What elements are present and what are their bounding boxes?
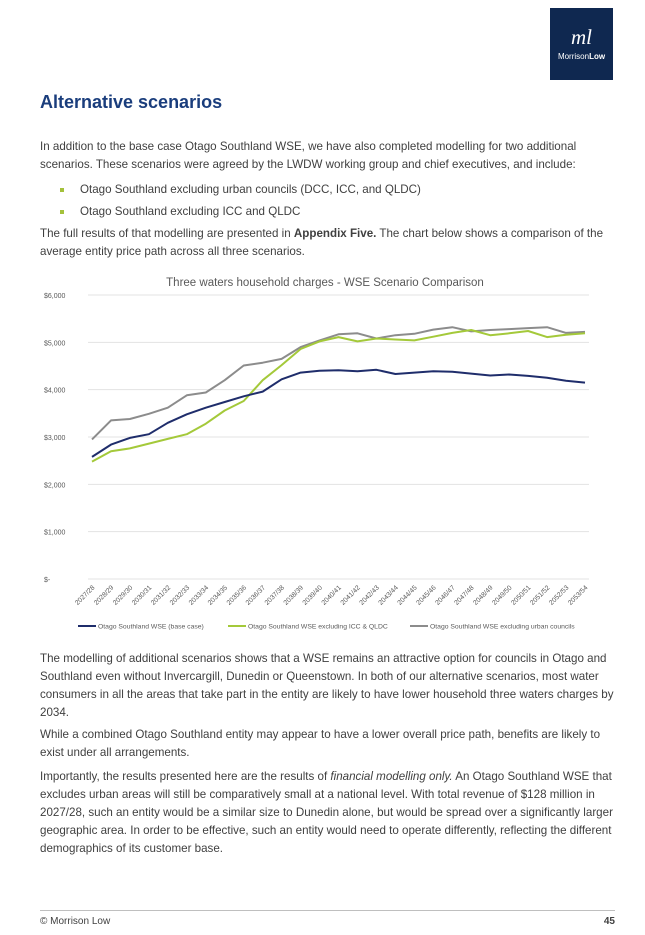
x-tick-label: 2041/42 — [339, 584, 362, 607]
x-tick-label: 2045/46 — [415, 584, 438, 607]
x-tick-label: 2029/30 — [112, 584, 135, 607]
chart-title: Three waters household charges - WSE Scenario Comparison — [166, 277, 484, 289]
x-tick-label: 2037/38 — [263, 584, 287, 607]
logo-word-2: Low — [589, 52, 606, 61]
x-tick-label: 2039/40 — [301, 584, 324, 607]
x-tick-label: 2043/44 — [377, 584, 400, 607]
x-tick-label: 2050/51 — [510, 584, 533, 607]
logo-mark: ml — [571, 25, 592, 49]
x-tick-label: 2049/50 — [491, 584, 514, 607]
section-heading: Alternative scenarios — [40, 92, 223, 112]
x-tick-label: 2038/39 — [282, 584, 305, 607]
x-tick-label: 2047/48 — [453, 584, 476, 607]
x-tick-label: 2032/33 — [168, 584, 192, 607]
scenario-list — [58, 181, 421, 225]
x-tick-label: 2052/53 — [548, 584, 571, 607]
y-tick-label: $1,000 — [44, 529, 66, 537]
x-tick-label: 2048/49 — [472, 584, 495, 607]
x-tick-label: 2035/36 — [225, 584, 249, 607]
x-tick-label: 2053/54 — [567, 584, 590, 607]
y-tick-label: $4,000 — [44, 387, 66, 395]
series-line — [92, 370, 585, 457]
intro-paragraph: In addition to the base case Otago Southland WSE, we have also completed modelling for two additional scenarios. These scenarios were agreed by the LWDW working group and chief executives, and include: — [40, 140, 577, 171]
footer-copyright: © Morrison Low — [40, 916, 111, 927]
footer-divider — [40, 910, 615, 911]
paragraph-importantly — [40, 768, 615, 858]
paragraph-benefits: While a combined Otago Southland entity may appear to have a lower overall price path, benefits are likely to exist under all arrangements. — [40, 728, 601, 759]
x-tick-label: 2044/45 — [396, 584, 419, 607]
y-tick-label: $6,000 — [44, 293, 66, 300]
legend-entry: Otago Southland WSE (base case) — [98, 623, 204, 631]
morrison-low-logo — [550, 8, 613, 80]
y-tick-label: $3,000 — [44, 435, 66, 442]
y-tick-label: $5,000 — [44, 340, 66, 348]
x-tick-label: 2040/41 — [320, 584, 343, 607]
list-item: Otago Southland excluding ICC and QLDC — [58, 203, 421, 225]
logo-word-1: Morrison — [557, 52, 590, 61]
results-paragraph — [40, 225, 615, 261]
para3-before: Importantly, the results presented here are the results of — [40, 770, 331, 783]
legend-entry: Otago Southland WSE excluding urban councils — [430, 623, 575, 631]
logo-wordmark — [550, 52, 613, 61]
y-tick-label: $2,000 — [44, 482, 66, 490]
results-text-before: The full results of that modelling are presented in — [40, 227, 294, 240]
legend-entry: Otago Southland WSE excluding ICC & QLDC — [248, 623, 388, 631]
page-number: 45 — [603, 916, 615, 927]
x-tick-label: 2033/34 — [187, 584, 211, 607]
x-tick-label: 2030/31 — [130, 584, 154, 607]
appendix-link-text: Appendix Five. — [293, 227, 377, 240]
x-tick-label: 2036/37 — [244, 584, 268, 607]
x-tick-label: 2051/52 — [529, 584, 552, 607]
results-text-after: The chart below shows a comparison of the average entity price path across all three scenarios. — [40, 227, 604, 258]
list-item: Otago Southland excluding urban councils (DCC, ICC, and QLDC) — [58, 181, 421, 203]
y-tick-label: $- — [44, 577, 51, 584]
x-tick-label: 2028/29 — [93, 584, 116, 607]
series-line — [92, 327, 585, 439]
para3-italic: financial modelling only. — [330, 770, 453, 783]
para3-after: An Otago Southland WSE that excludes urban areas will still be comparatively small at a national level. With total revenue of $128 million in 2027/28, such an entity would be a similar size to Dunedin alone, but would be spread over a significantly larger geographic area. In order to be effective, such an entity would need to operate differently, reflecting the different demographics of its customer base. — [40, 770, 613, 855]
x-tick-label: 2046/47 — [434, 584, 457, 607]
series-line — [92, 330, 585, 462]
x-tick-label: 2031/32 — [149, 584, 173, 607]
paragraph-scenarios: The modelling of additional scenarios shows that a WSE remains an attractive option for councils in Otago and Southland even without Invercargill, Dunedin or Queenstown. In both of our alternative scenarios, most water consumers in all the areas that take part in the entity are likely to have lower household three waters charges by 2034. — [40, 652, 614, 719]
x-tick-label: 2027/28 — [74, 584, 97, 607]
chart-svg — [40, 262, 615, 640]
x-tick-label: 2034/35 — [206, 584, 230, 607]
scenario-chart — [40, 262, 615, 640]
x-tick-label: 2042/43 — [358, 584, 381, 607]
